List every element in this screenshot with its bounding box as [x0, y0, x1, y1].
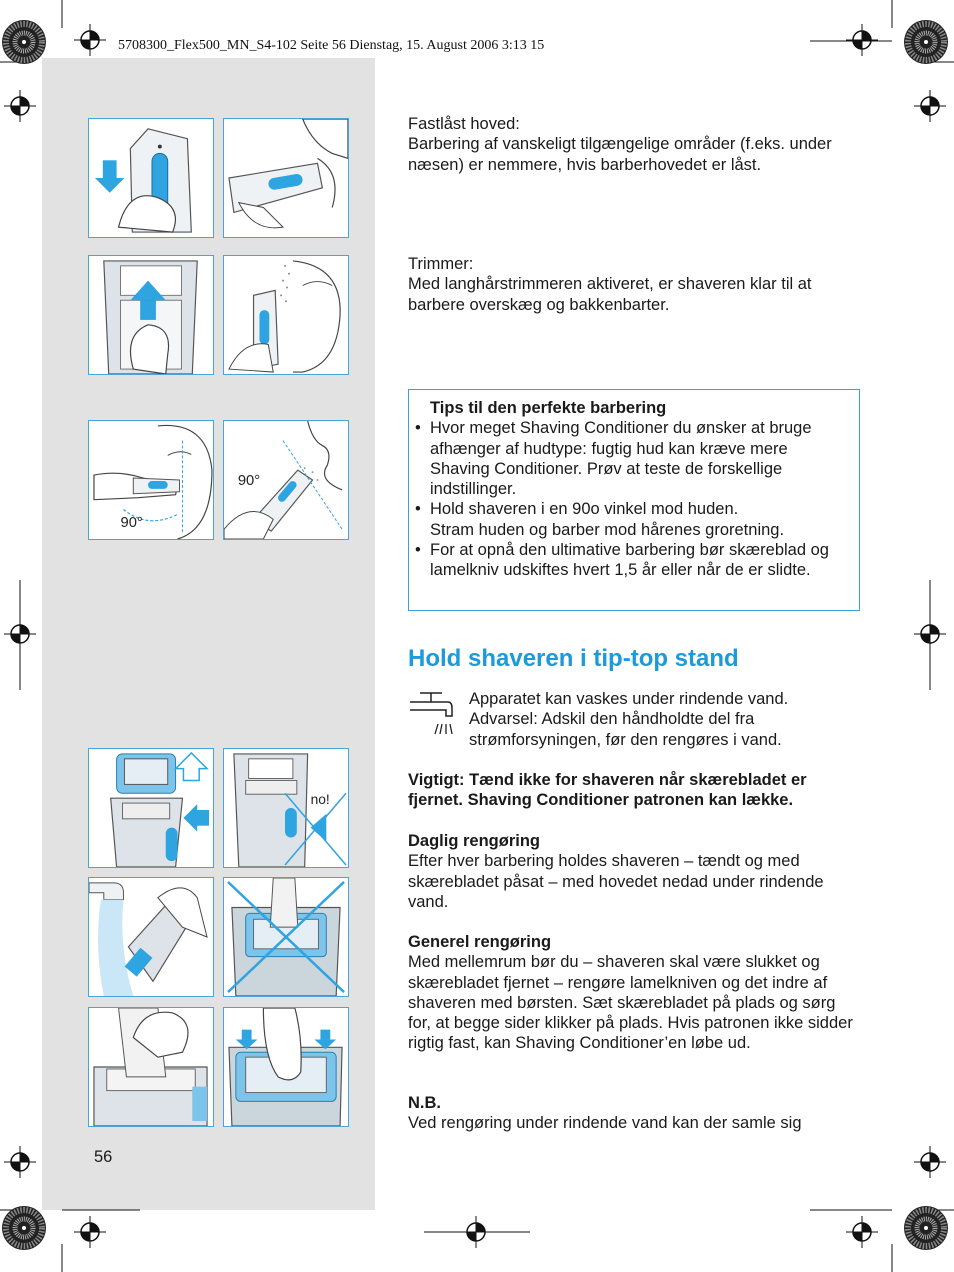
nb-body: Ved rengøring under rindende vand kan der samle sig [408, 1114, 802, 1133]
figure-no-brush-foil [223, 877, 349, 997]
figure-trimmer-push [88, 255, 214, 375]
daily-body: Efter hver barbering holdes shaveren – tændt og med skærebladet påsat – med hovedet nedad under rindende vand. [408, 852, 824, 911]
figure-replace-foil [223, 1007, 349, 1127]
nb-title: N.B. [408, 1094, 441, 1112]
arrow-down-icon [95, 160, 125, 192]
water-text: Apparatet kan vaskes under rindende vand. Advarsel: Adskil den håndholdte del fra strømforsyningen, før den rengøres i vand. [469, 690, 789, 749]
section-title: Hold shaveren i tip-top stand [408, 645, 739, 672]
tips-box [408, 389, 860, 611]
figure-locked-head-shaving [223, 118, 349, 238]
important-note: Vigtigt: Tænd ikke for shaveren når skærebladet er fjernet. Shaving Conditioner patronen kan lække. [408, 771, 807, 810]
figure-trimmer-sideburn [223, 255, 349, 375]
figure-locked-head-press [88, 118, 214, 238]
figure-90-degree-cheek [88, 420, 214, 540]
tips-item: • For at opnå den ultimative barbering bør skæreblad og lamelkniv udskiftes hvert 1,5 år eller når de er slidte. [415, 540, 849, 581]
trimmer-section [408, 254, 858, 315]
general-title: Generel rengøring [408, 933, 552, 951]
water-tap-icon [408, 690, 456, 740]
locked-head-body: Barbering af vanskeligt tilgængelige områder (f.eks. under næsen) er nemmere, hvis barberhovedet er låst. [408, 135, 832, 174]
figure-rinse-under-water [88, 877, 214, 997]
angle-label-90-chin: 90° [237, 472, 261, 489]
daily-title: Daglig rengøring [408, 832, 540, 850]
locked-head-title: Fastlåst hoved: [408, 115, 520, 133]
print-header: 5708300_Flex500_MN_S4-102 Seite 56 Dienstag, 15. August 2006 3:13 15 [118, 38, 545, 53]
trimmer-body: Med langhårstrimmeren aktiveret, er shaveren klar til at barbere overskæg og bakkenbarter. [408, 275, 812, 314]
figure-90-degree-chin [223, 420, 349, 540]
figure-brush-cutter [88, 1007, 214, 1127]
daily-cleaning [408, 831, 860, 912]
general-body: Med mellemrum bør du – shaveren skal være slukket og skærebladet fjernet – rengøre lamelkniven og det indre af shaveren med børsten. Sæt skærebladet på plads og sørg for, at begge sider klikker på plads. Hvis patronen ikke sidder rigtig fast, kan Shaving Conditioner’en løbe ud. [408, 953, 853, 1053]
no-label: no! [310, 792, 330, 808]
tips-item: • Hold shaveren i en 90o vinkel mod huden. Stram huden og barber mod hårenes groretning. [415, 499, 849, 540]
tips-title: Tips til den perfekte barbering [430, 399, 667, 417]
angle-label-90: 90° [120, 515, 143, 532]
locked-head-section [408, 114, 858, 175]
nb-section [408, 1093, 860, 1134]
trimmer-title: Trimmer: [408, 255, 474, 273]
general-cleaning [408, 932, 860, 1054]
figure-no-cartridge [223, 748, 349, 868]
figure-remove-foil [88, 748, 214, 868]
page-number: 56 [94, 1148, 113, 1166]
tips-item: • Hvor meget Shaving Conditioner du ønsker at bruge afhænger af hudtype: fugtig hud kan kræve mere Shaving Conditioner. Prøv at teste de forskellige indstillinger. [415, 418, 849, 499]
